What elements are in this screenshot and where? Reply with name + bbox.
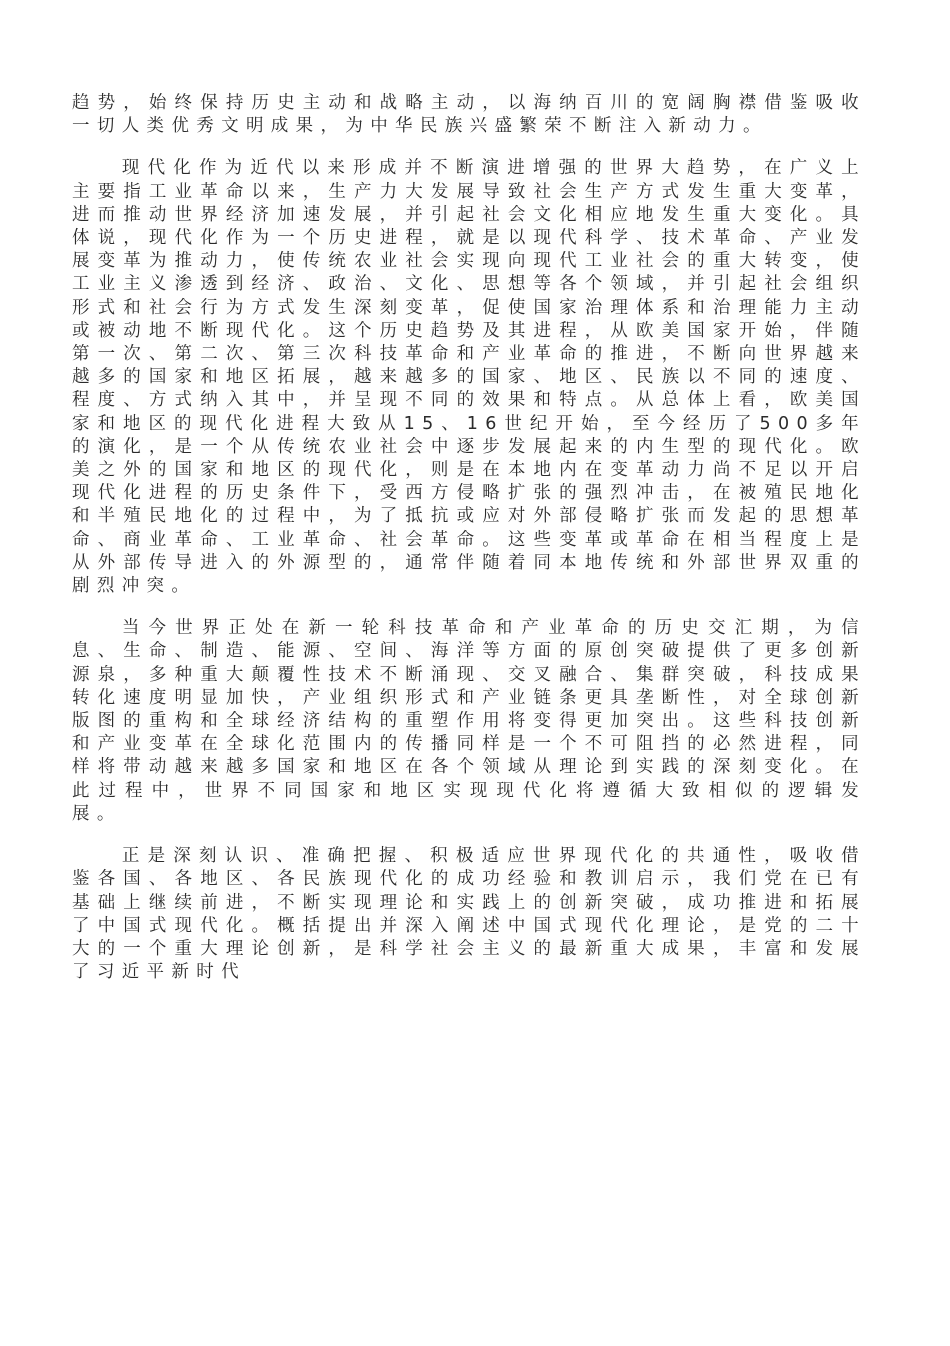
paragraph-modernization-trend: 现代化作为近代以来形成并不断演进增强的世界大趋势，在广义上主要指工业革命以来，生产力大发展导致社会生产方式发生重大变革，进而推动世界经济加速发展，并引起社会文化相应地发生重大变化。具体说，现代化作为一个历史进程，就是以现代科学、技术革命、产业发展变革为推动力，使传统农业社会实现向现代工业社会的重大转变，使工业主义渗透到经济、政治、文化、思想等各个领域，并引起社会组织形式和社会行为方式发生深刻变革，促使国家治理体系和治理能力主动或被动地不断现代化。这个历史趋势及其进程，从欧美国家开始，伴随第一次、第二次、第三次科技革命和产业革命的推进，不断向世界越来越多的国家和地区拓展，越来越多的国家、地区、民族以不同的速度、程度、方式纳入其中，并呈现不同的效果和特点。从总体上看，欧美国家和地区的现代化进程大致从15、16世纪开始，至今经历了500多年的演化，是一个从传统农业社会中逐步发展起来的内生型的现代化。欧美之外的国家和地区的现代化，则是在本地内在变革动力尚不足以开启现代化进程的历史条件下，受西方侵略扩张的强烈冲击，在被殖民地化和半殖民地化的过程中，为了抵抗或应对外部侵略扩张而发起的思想革命、商业革命、工业革命、社会革命。这些变革或革命在相当程度上是从外部传导进入的外源型的，通常伴随着同本地传统和外部世界双重的剧烈冲突。 [72,158,866,597]
paragraph-tech-revolution: 当今世界正处在新一轮科技革命和产业革命的历史交汇期，为信息、生命、制造、能源、空间、海洋等方面的原创突破提供了更多创新源泉，多种重大颠覆性技术不断涌现、交叉融合、集群突破，科技成果转化速度明显加快，产业组织形式和产业链条更具垄断性，对全球创新版图的重构和全球经济结构的重塑作用将变得更加突出。这些科技创新和产业变革在全球化范围内的传播同样是一个不可阻挡的必然进程，同样将带动越来越多国家和地区在各个领域从理论到实践的深刻变化。在此过程中，世界不同国家和地区实现现代化将遵循大致相似的逻辑发展。 [72,618,866,824]
paragraph-continuation: 趋势，始终保持历史主动和战略主动，以海纳百川的宽阔胸襟借鉴吸收一切人类优秀文明成果，为中华民族兴盛繁荣不断注入新动力。 [72,93,866,137]
paragraph-chinese-modernization: 正是深刻认识、准确把握、积极适应世界现代化的共通性，吸收借鉴各国、各地区、各民族现代化的成功经验和教训启示，我们党在已有基础上继续前进，不断实现理论和实践上的创新突破，成功推进和拓展了中国式现代化。概括提出并深入阐述中国式现代化理论，是党的二十大的一个重大理论创新，是科学社会主义的最新重大成果，丰富和发展了习近平新时代 [72,846,866,983]
document-page [72,92,866,1003]
